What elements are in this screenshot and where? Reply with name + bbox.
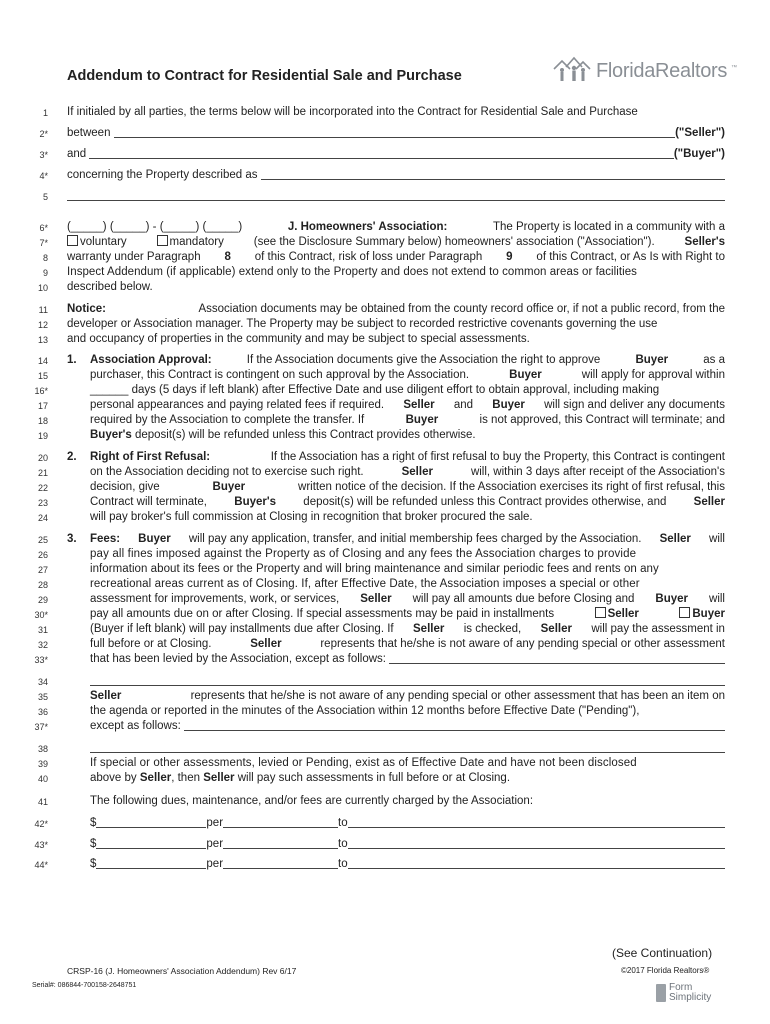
form-identifier: CRSP-16 (J. Homeowners' Association Addendum) Rev 6/17 [67, 966, 297, 976]
line-number: 30* [34, 610, 48, 620]
dues-payee-field[interactable] [348, 837, 725, 849]
p3-line-32: full before or at Closing. Seller represents that he/she is not aware of any pending special or other assessment [90, 638, 725, 650]
dues-line: $ per to [90, 837, 725, 852]
paragraph-3-number: 3. [67, 533, 77, 545]
installments-seller-checkbox[interactable] [595, 607, 606, 618]
levied-assessment-field[interactable] [389, 652, 725, 664]
line-number: 19 [37, 431, 48, 441]
dues-period-field[interactable] [223, 816, 338, 828]
line-number: 28 [37, 580, 48, 590]
line-number: 4* [39, 171, 48, 181]
pending-assessment-field-2[interactable] [90, 741, 725, 753]
line-number: 5 [42, 192, 48, 202]
line-number: 39 [37, 759, 48, 769]
section-j-line-10: described below. [67, 281, 153, 293]
p1-line-18: required by the Association to complete the transfer. If Buyer is not approved, this Contract will terminate; and [90, 414, 725, 426]
line-number: 40 [37, 774, 48, 784]
property-description-field-2[interactable] [67, 189, 725, 201]
serial-number: Serial#: 086844-700158-2648751 [32, 982, 137, 989]
line-number: 2* [39, 129, 48, 139]
line-number: 29 [37, 595, 48, 605]
p3-line-41: The following dues, maintenance, and/or fees are currently charged by the Association: [90, 795, 534, 807]
installments-buyer-checkbox[interactable] [679, 607, 690, 618]
line-number: 9 [42, 268, 48, 278]
p3-line-29: assessment for improvements, work, or services, Seller will pay all amounts due before Closing and Buyer will [90, 593, 725, 605]
notice-line-11: Notice: Association documents may be obtained from the county record office or, if not a public record, from the [67, 303, 725, 315]
document-icon [656, 984, 666, 1002]
p1-line-19: Buyer's deposit(s) will be refunded unless this Contract provides otherwise. [90, 429, 476, 441]
house-people-icon [552, 55, 592, 83]
p1-line-16: ______ days (5 days if left blank) after Effective Date and use diligent effort to obtain approval, including making [90, 384, 660, 396]
p2-line-23: Contract will terminate, Buyer's deposit(s) will be refunded unless this Contract provides otherwise, and Seller [90, 496, 725, 508]
dues-payee-field[interactable] [348, 857, 725, 869]
line-number: 20 [37, 453, 48, 463]
copyright-notice: ©2017 Florida Realtors® [621, 966, 710, 975]
p3-line-27: information about its fees or the Property and will bring maintenance and similar periodic fees and rents on any [90, 563, 659, 575]
dues-line: $ per to [90, 857, 725, 872]
p2-line-21: on the Association deciding not to exercise such right. Seller will, within 3 days after receipt of the Association's [90, 466, 725, 478]
dues-amount-field[interactable] [96, 837, 206, 849]
line-number: 15 [37, 371, 48, 381]
p1-line-15: purchaser, this Contract is contingent on such approval by the Association. Buyer will apply for approval within [90, 369, 725, 381]
buyer-name-line: and ("Buyer") [67, 148, 725, 160]
line-number: 26 [37, 550, 48, 560]
dues-payee-field[interactable] [348, 816, 725, 828]
line-number: 27 [37, 565, 48, 575]
p1-line-14: Association Approval: If the Association documents give the Association the right to approve Buyer as a [90, 354, 725, 366]
line-number: 42* [34, 819, 48, 829]
p3-line-31: (Buyer if left blank) will pay installments due after Closing. If Seller is checked, Seller will pay the assessment in [90, 623, 725, 635]
levied-assessment-field-2[interactable] [90, 674, 725, 686]
line-number: 21 [37, 468, 48, 478]
line-number: 8 [42, 253, 48, 263]
p3-line-30: pay all amounts due on or after Closing. If special assessments may be paid in installments Seller Buyer [90, 608, 725, 620]
p2-line-22: decision, give Buyer written notice of the decision. If the Association exercises its right of first refusal, this [90, 481, 725, 493]
pending-assessment-field[interactable] [184, 719, 725, 731]
line-number: 14 [37, 356, 48, 366]
property-description-field[interactable] [261, 168, 725, 180]
section-j-heading: J. Homeowners' Association: [287, 221, 448, 233]
p3-line-26: pay all fines imposed against the Property as of Closing and any fees the Association charges to provide [90, 548, 637, 560]
logo-wordmark: FloridaRealtors [596, 60, 728, 82]
intro-line: If initialed by all parties, the terms below will be incorporated into the Contract for Residential Sale and Purchase [67, 106, 638, 118]
line-number: 23 [37, 498, 48, 508]
line-number: 6* [39, 223, 48, 233]
p3-line-38 [90, 741, 725, 753]
logo-trademark: ™ [731, 65, 738, 71]
property-description-line-2 [67, 189, 725, 201]
line-number: 13 [37, 335, 48, 345]
p1-line-17: personal appearances and paying related fees if required. Seller and Buyer will sign and deliver any documents [90, 399, 725, 411]
line-number: 12 [37, 320, 48, 330]
voluntary-checkbox[interactable] [67, 235, 78, 246]
line-number: 3* [39, 150, 48, 160]
line-number: 10 [37, 283, 48, 293]
p3-line-34 [90, 674, 725, 686]
section-j-line-8: warranty under Paragraph 8 of this Contract, risk of loss under Paragraph 9 of this Contract, or As Is with Right to [67, 251, 725, 263]
line-number: 44* [34, 860, 48, 870]
section-j-line-6: (_____) (_____) - (_____) (_____) J. Homeowners' Association: The Property is located in a community with a [67, 221, 725, 233]
dues-amount-field[interactable] [96, 816, 206, 828]
line-number: 17 [37, 401, 48, 411]
line-number: 25 [37, 535, 48, 545]
seller-name-field[interactable] [114, 126, 675, 138]
line-number: 37* [34, 722, 48, 732]
p3-line-28: recreational areas current as of Closing. If, after Effective Date, the Association imposes a special or other [90, 578, 640, 590]
seller-name-line: between ("Seller") [67, 127, 725, 139]
p3-line-40: above by Seller, then Seller will pay such assessments in full before or at Closing. [90, 772, 511, 784]
notice-line-12: developer or Association manager. The Property may be subject to recorded restrictive covenants governing the use [67, 318, 658, 330]
dues-amount-field[interactable] [96, 857, 206, 869]
line-number: 11 [38, 305, 48, 315]
line-number: 36 [37, 707, 48, 717]
dues-period-field[interactable] [223, 857, 338, 869]
document-title: Addendum to Contract for Residential Sale and Purchase [67, 68, 462, 84]
form-simplicity-logo: Form Simplicity [656, 983, 711, 1003]
line-number: 7* [39, 238, 48, 248]
line-number: 24 [37, 513, 48, 523]
see-continuation: (See Continuation) [612, 946, 713, 960]
section-j-line-9: Inspect Addendum (if applicable) extend only to the Property and does not extend to common areas or facilities [67, 266, 637, 278]
line-number: 33* [34, 655, 48, 665]
line-number: 38 [37, 744, 48, 754]
line-number: 43* [34, 840, 48, 850]
mandatory-checkbox[interactable] [157, 235, 168, 246]
line-number: 18 [37, 416, 48, 426]
line-number: 31 [37, 625, 48, 635]
p2-line-24: will pay broker's full commission at Closing in recognition that broker procured the sale. [90, 511, 533, 523]
florida-realtors-logo [552, 55, 737, 83]
p3-line-25: Fees: Buyer will pay any application, transfer, and initial membership fees charged by the Association. Seller will [90, 533, 725, 545]
p3-line-33: that has been levied by the Association, except as follows: [90, 652, 725, 667]
paragraph-1-number: 1. [67, 354, 77, 366]
buyer-name-field[interactable] [89, 147, 673, 159]
line-number: 22 [37, 483, 48, 493]
paragraph-2-number: 2. [67, 451, 77, 463]
line-number: 1 [42, 108, 48, 118]
p3-line-39: If special or other assessments, levied or Pending, exist as of Effective Date and have not been disclosed [90, 757, 637, 769]
section-j-line-7: voluntary mandatory (see the Disclosure Summary below) homeowners' association ("Association"). Seller's [67, 235, 725, 250]
dues-period-field[interactable] [223, 837, 338, 849]
initials-fields[interactable]: (_____) (_____) - (_____) (_____) [67, 221, 243, 233]
p3-line-35: Seller represents that he/she is not aware of any pending special or other assessment that has been an item on [90, 690, 725, 702]
p3-line-36: the agenda or reported in the minutes of the Association within 12 months before Effective Date ("Pending"), [90, 705, 640, 717]
notice-line-13: and occupancy of properties in the community and may be subject to special assessments. [67, 333, 530, 345]
line-number: 32 [37, 640, 48, 650]
p2-line-20: Right of First Refusal: If the Association has a right of first refusal to buy the Property, this Contract is contingent [90, 451, 725, 463]
line-number: 41 [37, 797, 48, 807]
dues-line: $ per to [90, 816, 725, 831]
line-number: 34 [37, 677, 48, 687]
property-description-line: concerning the Property described as [67, 168, 725, 183]
line-number: 16* [34, 386, 48, 396]
line-number: 35 [37, 692, 48, 702]
p3-line-37: except as follows: [90, 719, 725, 734]
